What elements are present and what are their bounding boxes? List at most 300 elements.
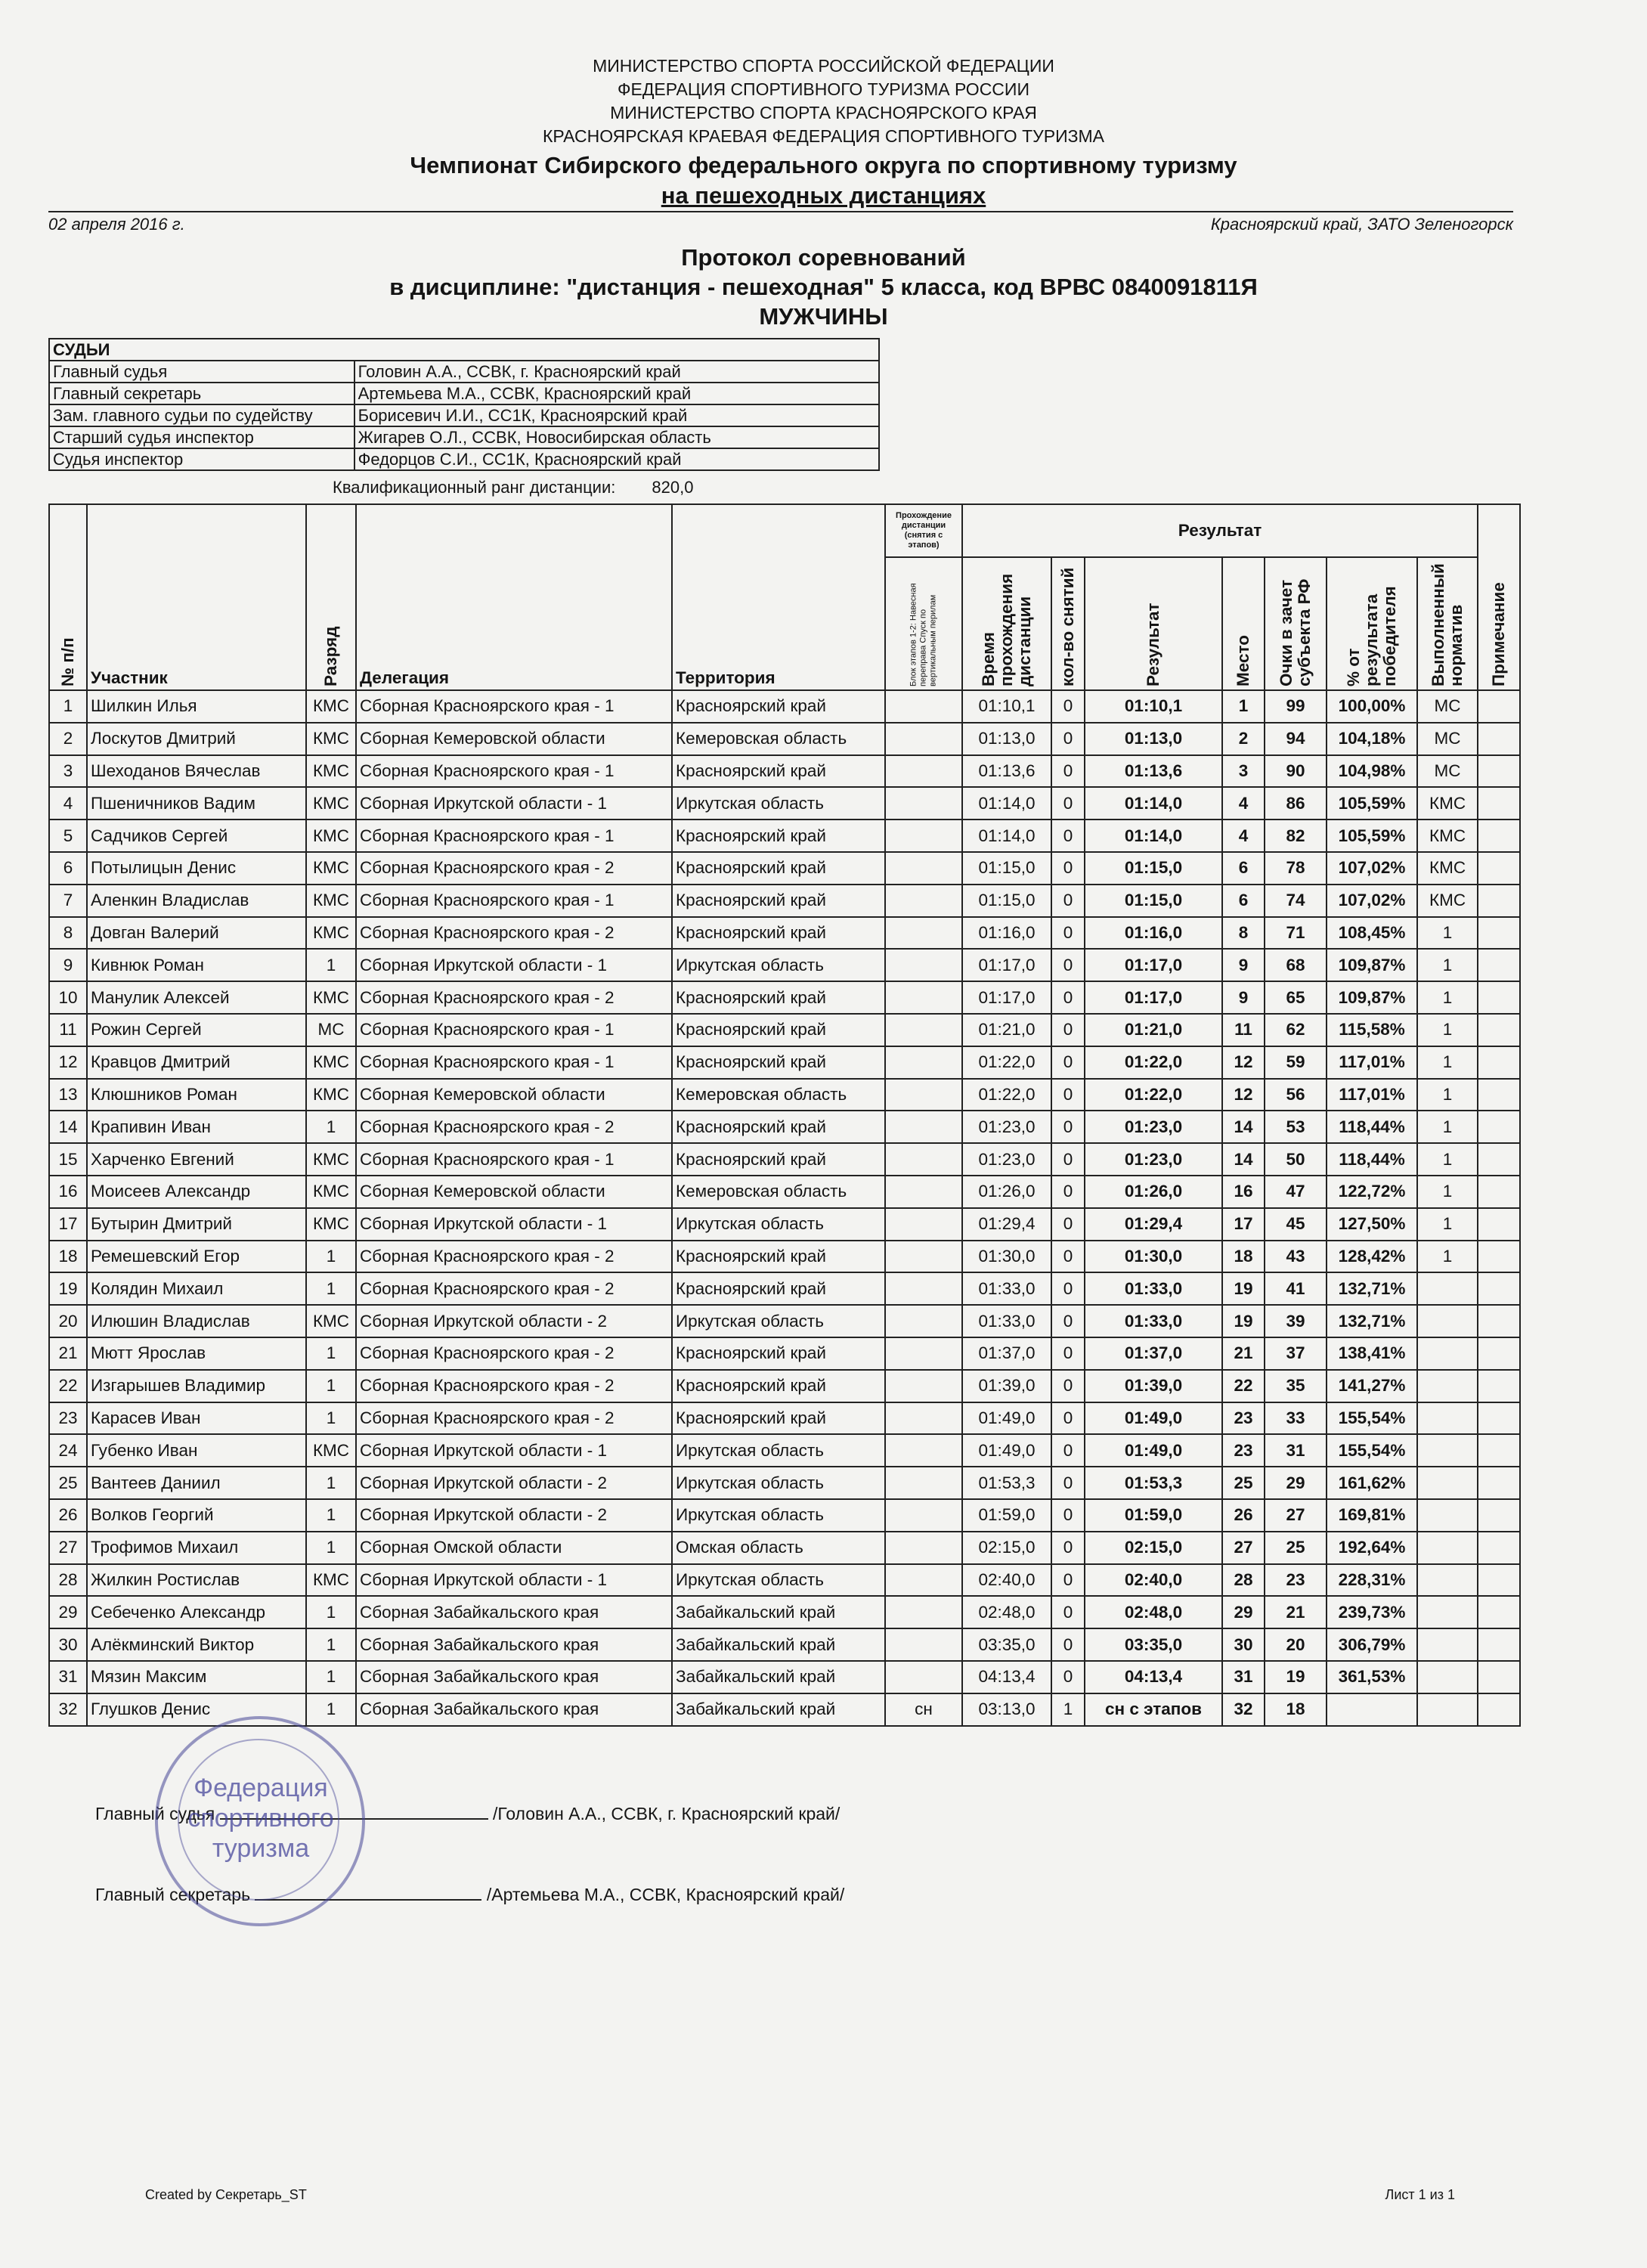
cell-removals: 0 [1051, 1467, 1085, 1499]
rank-label: Квалификационный ранг дистанции: [333, 478, 616, 497]
cell-removals: 0 [1051, 949, 1085, 981]
cell-percent [1327, 1693, 1417, 1726]
cell-place: 4 [1222, 787, 1265, 820]
cell-passage [885, 949, 962, 981]
cell-num: 25 [49, 1467, 87, 1499]
cell-points: 86 [1265, 787, 1327, 820]
table-row [49, 755, 1520, 788]
cell-name: Вантеев Даниил [87, 1467, 306, 1499]
cell-time: 01:49,0 [962, 1434, 1051, 1467]
cell-note [1478, 885, 1520, 917]
cell-norm [1417, 1370, 1478, 1402]
cell-result: 01:14,0 [1085, 787, 1222, 820]
cell-norm: 1 [1417, 981, 1478, 1014]
cell-place: 16 [1222, 1176, 1265, 1208]
results-body [49, 690, 1520, 1726]
cell-place: 29 [1222, 1596, 1265, 1628]
rank-value: 820,0 [652, 478, 694, 497]
cell-result: 01:30,0 [1085, 1241, 1222, 1273]
cell-territory: Красноярский край [672, 1272, 885, 1305]
cell-points: 94 [1265, 723, 1327, 755]
cell-percent: 132,71% [1327, 1272, 1417, 1305]
cell-result: 01:33,0 [1085, 1305, 1222, 1337]
cell-passage [885, 1208, 962, 1241]
cell-points: 99 [1265, 690, 1327, 723]
cell-points: 41 [1265, 1272, 1327, 1305]
cell-place: 9 [1222, 981, 1265, 1014]
cell-territory: Иркутская область [672, 1434, 885, 1467]
cell-note [1478, 1628, 1520, 1661]
judge-person: Федорцов С.И., СС1К, Красноярский край [354, 448, 879, 470]
cell-points: 53 [1265, 1111, 1327, 1143]
protocol-title: Протокол соревнований [681, 244, 966, 271]
cell-time: 01:22,0 [962, 1079, 1051, 1111]
cell-name: Изгарышев Владимир [87, 1370, 306, 1402]
cell-num: 9 [49, 949, 87, 981]
cell-territory: Красноярский край [672, 1111, 885, 1143]
cell-delegation: Сборная Красноярского края - 2 [356, 1370, 672, 1402]
cell-time: 01:13,6 [962, 755, 1051, 788]
cell-territory: Кемеровская область [672, 1176, 885, 1208]
cell-name: Кравцов Дмитрий [87, 1046, 306, 1079]
cell-note [1478, 1337, 1520, 1370]
cell-territory: Красноярский край [672, 820, 885, 852]
cell-name: Себеченко Александр [87, 1596, 306, 1628]
cell-passage [885, 820, 962, 852]
cell-points: 59 [1265, 1046, 1327, 1079]
table-row [49, 1337, 1520, 1370]
cell-num: 19 [49, 1272, 87, 1305]
cell-place: 17 [1222, 1208, 1265, 1241]
table-row [49, 981, 1520, 1014]
cell-percent: 100,00% [1327, 690, 1417, 723]
cell-territory: Красноярский край [672, 852, 885, 885]
cell-removals: 0 [1051, 1014, 1085, 1046]
cell-removals: 0 [1051, 1079, 1085, 1111]
cell-category: 1 [306, 1532, 356, 1564]
cell-delegation: Сборная Иркутской области - 1 [356, 1434, 672, 1467]
cell-territory: Иркутская область [672, 1305, 885, 1337]
cell-note [1478, 1661, 1520, 1693]
cell-delegation: Сборная Иркутской области - 2 [356, 1305, 672, 1337]
cell-name: Илюшин Владислав [87, 1305, 306, 1337]
cell-passage [885, 1532, 962, 1564]
cell-norm: 1 [1417, 1079, 1478, 1111]
cell-passage [885, 1402, 962, 1435]
cell-norm: 1 [1417, 1241, 1478, 1273]
cell-delegation: Сборная Красноярского края - 2 [356, 1337, 672, 1370]
cell-time: 01:33,0 [962, 1305, 1051, 1337]
cell-delegation: Сборная Красноярского края - 2 [356, 1272, 672, 1305]
table-row [49, 917, 1520, 950]
table-row [49, 690, 1520, 723]
cell-percent: 122,72% [1327, 1176, 1417, 1208]
cell-norm: 1 [1417, 1111, 1478, 1143]
col-passage-group-header: Прохождение дистанции (снятия с этапов) [885, 504, 962, 557]
cell-removals: 0 [1051, 917, 1085, 950]
chief-secretary-label: Главный секретарь [95, 1885, 251, 1904]
cell-time: 01:14,0 [962, 787, 1051, 820]
cell-percent: 128,42% [1327, 1241, 1417, 1273]
cell-num: 7 [49, 885, 87, 917]
cell-result: 01:39,0 [1085, 1370, 1222, 1402]
cell-passage [885, 1241, 962, 1273]
cell-result: 01:59,0 [1085, 1499, 1222, 1532]
cell-norm: 1 [1417, 1143, 1478, 1176]
cell-name: Крапивин Иван [87, 1111, 306, 1143]
chief-judge-label: Главный судья [95, 1804, 215, 1823]
judge-role: Старший судья инспектор [49, 426, 354, 448]
cell-points: 62 [1265, 1014, 1327, 1046]
chief-judge-name: /Головин А.А., ССВК, г. Красноярский край/ [492, 1804, 841, 1823]
cell-name: Жилкин Ростислав [87, 1564, 306, 1597]
cell-note [1478, 1434, 1520, 1467]
cell-removals: 0 [1051, 852, 1085, 885]
cell-time: 01:17,0 [962, 949, 1051, 981]
cell-place: 22 [1222, 1370, 1265, 1402]
judge-role: Судья инспектор [49, 448, 354, 470]
judge-role: Главный судья [49, 361, 354, 383]
cell-name: Алёкминский Виктор [87, 1628, 306, 1661]
cell-passage [885, 1079, 962, 1111]
cell-place: 23 [1222, 1402, 1265, 1435]
cell-place: 1 [1222, 690, 1265, 723]
cell-note [1478, 981, 1520, 1014]
judges-table [48, 338, 880, 471]
cell-place: 25 [1222, 1467, 1265, 1499]
col-note-header: Примечание [1478, 504, 1520, 690]
cell-category: 1 [306, 949, 356, 981]
cell-category: КМС [306, 917, 356, 950]
cell-removals: 0 [1051, 1434, 1085, 1467]
table-row [49, 1467, 1520, 1499]
cell-passage [885, 917, 962, 950]
cell-passage [885, 1111, 962, 1143]
org-line: ФЕДЕРАЦИЯ СПОРТИВНОГО ТУРИЗМА РОССИИ [618, 79, 1029, 99]
cell-passage [885, 690, 962, 723]
cell-removals: 0 [1051, 1337, 1085, 1370]
cell-norm: МС [1417, 723, 1478, 755]
table-row [49, 1564, 1520, 1597]
cell-passage [885, 885, 962, 917]
cell-removals: 0 [1051, 1370, 1085, 1402]
cell-passage [885, 1046, 962, 1079]
footer-created-by: Created by Секретарь_ST [145, 2187, 307, 2202]
col-percent-header: % от результата победителя [1327, 557, 1417, 690]
cell-removals: 0 [1051, 1661, 1085, 1693]
cell-result: 01:33,0 [1085, 1272, 1222, 1305]
cell-num: 10 [49, 981, 87, 1014]
cell-time: 01:17,0 [962, 981, 1051, 1014]
cell-points: 18 [1265, 1693, 1327, 1726]
cell-percent: 107,02% [1327, 852, 1417, 885]
cell-removals: 0 [1051, 690, 1085, 723]
cell-percent: 192,64% [1327, 1532, 1417, 1564]
gender-title: МУЖЧИНЫ [759, 303, 888, 330]
cell-num: 21 [49, 1337, 87, 1370]
distance-rank [333, 478, 693, 497]
cell-delegation: Сборная Красноярского края - 2 [356, 1241, 672, 1273]
cell-removals: 1 [1051, 1693, 1085, 1726]
cell-name: Шилкин Илья [87, 690, 306, 723]
cell-num: 18 [49, 1241, 87, 1273]
cell-category: КМС [306, 1434, 356, 1467]
table-row [49, 1499, 1520, 1532]
cell-time: 03:35,0 [962, 1628, 1051, 1661]
cell-note [1478, 755, 1520, 788]
cell-num: 24 [49, 1434, 87, 1467]
cell-category: КМС [306, 1079, 356, 1111]
cell-category: КМС [306, 981, 356, 1014]
table-row [49, 1014, 1520, 1046]
cell-note [1478, 852, 1520, 885]
cell-territory: Красноярский край [672, 1241, 885, 1273]
cell-delegation: Сборная Красноярского края - 1 [356, 820, 672, 852]
cell-territory: Красноярский край [672, 885, 885, 917]
cell-territory: Кемеровская область [672, 723, 885, 755]
cell-removals: 0 [1051, 1305, 1085, 1337]
table-row [49, 1208, 1520, 1241]
cell-removals: 0 [1051, 820, 1085, 852]
cell-note [1478, 787, 1520, 820]
cell-passage [885, 1596, 962, 1628]
cell-points: 90 [1265, 755, 1327, 788]
table-row [49, 1272, 1520, 1305]
cell-place: 9 [1222, 949, 1265, 981]
cell-result: 01:21,0 [1085, 1014, 1222, 1046]
cell-norm [1417, 1628, 1478, 1661]
cell-result: 01:13,6 [1085, 755, 1222, 788]
cell-removals: 0 [1051, 1046, 1085, 1079]
cell-passage [885, 1370, 962, 1402]
cell-points: 78 [1265, 852, 1327, 885]
table-row [49, 1402, 1520, 1435]
cell-points: 39 [1265, 1305, 1327, 1337]
cell-percent: 105,59% [1327, 787, 1417, 820]
cell-note [1478, 1014, 1520, 1046]
cell-delegation: Сборная Забайкальского края [356, 1596, 672, 1628]
cell-time: 02:40,0 [962, 1564, 1051, 1597]
cell-delegation: Сборная Иркутской области - 1 [356, 787, 672, 820]
cell-norm [1417, 1467, 1478, 1499]
cell-place: 27 [1222, 1532, 1265, 1564]
cell-delegation: Сборная Забайкальского края [356, 1693, 672, 1726]
judge-person: Жигарев О.Л., ССВК, Новосибирская область [354, 426, 879, 448]
col-place-header: Место [1222, 557, 1265, 690]
org-line: МИНИСТЕРСТВО СПОРТА РОССИЙСКОЙ ФЕДЕРАЦИИ [593, 56, 1054, 76]
cell-passage [885, 1305, 962, 1337]
cell-time: 01:22,0 [962, 1046, 1051, 1079]
cell-result: 01:23,0 [1085, 1111, 1222, 1143]
table-row [49, 1241, 1520, 1273]
table-row [49, 1370, 1520, 1402]
table-row [49, 787, 1520, 820]
cell-removals: 0 [1051, 885, 1085, 917]
judge-row [49, 426, 879, 448]
cell-time: 01:29,4 [962, 1208, 1051, 1241]
cell-place: 4 [1222, 820, 1265, 852]
cell-num: 27 [49, 1532, 87, 1564]
cell-points: 47 [1265, 1176, 1327, 1208]
cell-num: 1 [49, 690, 87, 723]
cell-points: 19 [1265, 1661, 1327, 1693]
cell-time: 01:16,0 [962, 917, 1051, 950]
cell-removals: 0 [1051, 1532, 1085, 1564]
cell-time: 01:53,3 [962, 1467, 1051, 1499]
cell-territory: Иркутская область [672, 787, 885, 820]
cell-place: 8 [1222, 917, 1265, 950]
championship-title: Чемпионат Сибирского федерального округа по спортивному туризму [410, 152, 1237, 178]
cell-time: 01:15,0 [962, 885, 1051, 917]
cell-percent: 104,18% [1327, 723, 1417, 755]
cell-time: 01:33,0 [962, 1272, 1051, 1305]
cell-result: 01:17,0 [1085, 981, 1222, 1014]
cell-result: 01:37,0 [1085, 1337, 1222, 1370]
cell-time: 01:30,0 [962, 1241, 1051, 1273]
cell-result: 01:22,0 [1085, 1079, 1222, 1111]
cell-result: 01:17,0 [1085, 949, 1222, 981]
stamp-text: Федерация спортивного туризма [187, 1774, 334, 1863]
cell-num: 26 [49, 1499, 87, 1532]
cell-percent: 118,44% [1327, 1143, 1417, 1176]
cell-norm: 1 [1417, 949, 1478, 981]
cell-place: 21 [1222, 1337, 1265, 1370]
cell-note [1478, 1596, 1520, 1628]
cell-removals: 0 [1051, 1208, 1085, 1241]
cell-percent: 109,87% [1327, 949, 1417, 981]
col-territory-header: Территория [672, 504, 885, 690]
cell-points: 43 [1265, 1241, 1327, 1273]
cell-removals: 0 [1051, 1241, 1085, 1273]
col-removals-header: кол-во снятий [1051, 557, 1085, 690]
cell-territory: Иркутская область [672, 1467, 885, 1499]
cell-territory: Красноярский край [672, 917, 885, 950]
cell-points: 35 [1265, 1370, 1327, 1402]
table-row [49, 949, 1520, 981]
judges-heading: СУДЬИ [49, 339, 879, 361]
cell-delegation: Сборная Забайкальского края [356, 1628, 672, 1661]
cell-points: 29 [1265, 1467, 1327, 1499]
cell-points: 20 [1265, 1628, 1327, 1661]
cell-num: 3 [49, 755, 87, 788]
table-row [49, 1661, 1520, 1693]
cell-place: 32 [1222, 1693, 1265, 1726]
cell-place: 3 [1222, 755, 1265, 788]
cell-category: КМС [306, 852, 356, 885]
cell-category: 1 [306, 1596, 356, 1628]
cell-percent: 109,87% [1327, 981, 1417, 1014]
cell-delegation: Сборная Красноярского края - 2 [356, 917, 672, 950]
cell-percent: 161,62% [1327, 1467, 1417, 1499]
cell-time: 01:59,0 [962, 1499, 1051, 1532]
cell-delegation: Сборная Красноярского края - 1 [356, 885, 672, 917]
cell-note [1478, 723, 1520, 755]
cell-territory: Красноярский край [672, 690, 885, 723]
cell-delegation: Сборная Красноярского края - 1 [356, 1143, 672, 1176]
cell-name: Пшеничников Вадим [87, 787, 306, 820]
cell-removals: 0 [1051, 1111, 1085, 1143]
championship-subtitle: на пешеходных дистанциях [661, 182, 986, 209]
cell-territory: Забайкальский край [672, 1596, 885, 1628]
cell-territory: Иркутская область [672, 1499, 885, 1532]
cell-result: 01:16,0 [1085, 917, 1222, 950]
cell-num: 20 [49, 1305, 87, 1337]
cell-delegation: Сборная Иркутской области - 1 [356, 949, 672, 981]
cell-norm: МС [1417, 755, 1478, 788]
cell-note [1478, 1370, 1520, 1402]
cell-passage [885, 852, 962, 885]
cell-note [1478, 1305, 1520, 1337]
col-time-header: Время прохождения дистанции [962, 557, 1051, 690]
cell-passage [885, 1564, 962, 1597]
cell-num: 8 [49, 917, 87, 950]
cell-norm: КМС [1417, 885, 1478, 917]
cell-points: 25 [1265, 1532, 1327, 1564]
cell-place: 12 [1222, 1046, 1265, 1079]
cell-category: КМС [306, 1564, 356, 1597]
cell-category: КМС [306, 755, 356, 788]
table-row [49, 1305, 1520, 1337]
chief-secretary-name: /Артемьева М.А., ССВК, Красноярский край/ [486, 1885, 845, 1904]
cell-category: КМС [306, 885, 356, 917]
table-row [49, 1046, 1520, 1079]
cell-norm: 1 [1417, 1176, 1478, 1208]
cell-note [1478, 1564, 1520, 1597]
table-row [49, 1596, 1520, 1628]
cell-category: 1 [306, 1661, 356, 1693]
cell-result: 01:49,0 [1085, 1434, 1222, 1467]
cell-percent: 361,53% [1327, 1661, 1417, 1693]
cell-removals: 0 [1051, 1596, 1085, 1628]
cell-points: 45 [1265, 1208, 1327, 1241]
cell-category: КМС [306, 1208, 356, 1241]
cell-territory: Забайкальский край [672, 1693, 885, 1726]
cell-name: Волков Георгий [87, 1499, 306, 1532]
cell-percent: 108,45% [1327, 917, 1417, 950]
cell-result: 02:40,0 [1085, 1564, 1222, 1597]
judge-person: Артемьева М.А., ССВК, Красноярский край [354, 383, 879, 404]
cell-place: 6 [1222, 885, 1265, 917]
cell-territory: Красноярский край [672, 1337, 885, 1370]
cell-result: 01:29,4 [1085, 1208, 1222, 1241]
cell-passage [885, 1014, 962, 1046]
cell-category: 1 [306, 1628, 356, 1661]
cell-percent: 118,44% [1327, 1111, 1417, 1143]
cell-name: Кивнюк Роман [87, 949, 306, 981]
col-category-header: Разряд [306, 504, 356, 690]
cell-time: 01:49,0 [962, 1402, 1051, 1435]
cell-num: 6 [49, 852, 87, 885]
cell-name: Мязин Максим [87, 1661, 306, 1693]
cell-num: 15 [49, 1143, 87, 1176]
cell-territory: Красноярский край [672, 1143, 885, 1176]
cell-place: 2 [1222, 723, 1265, 755]
cell-removals: 0 [1051, 723, 1085, 755]
cell-delegation: Сборная Иркутской области - 2 [356, 1499, 672, 1532]
cell-passage: сн [885, 1693, 962, 1726]
cell-note [1478, 1693, 1520, 1726]
cell-norm [1417, 1402, 1478, 1435]
cell-num: 23 [49, 1402, 87, 1435]
cell-norm: 1 [1417, 1046, 1478, 1079]
cell-territory: Красноярский край [672, 1370, 885, 1402]
cell-name: Глушков Денис [87, 1693, 306, 1726]
cell-name: Моисеев Александр [87, 1176, 306, 1208]
cell-time: 01:14,0 [962, 820, 1051, 852]
cell-delegation: Сборная Красноярского края - 2 [356, 852, 672, 885]
org-header [0, 54, 1647, 148]
cell-delegation: Сборная Иркутской области - 1 [356, 1564, 672, 1597]
